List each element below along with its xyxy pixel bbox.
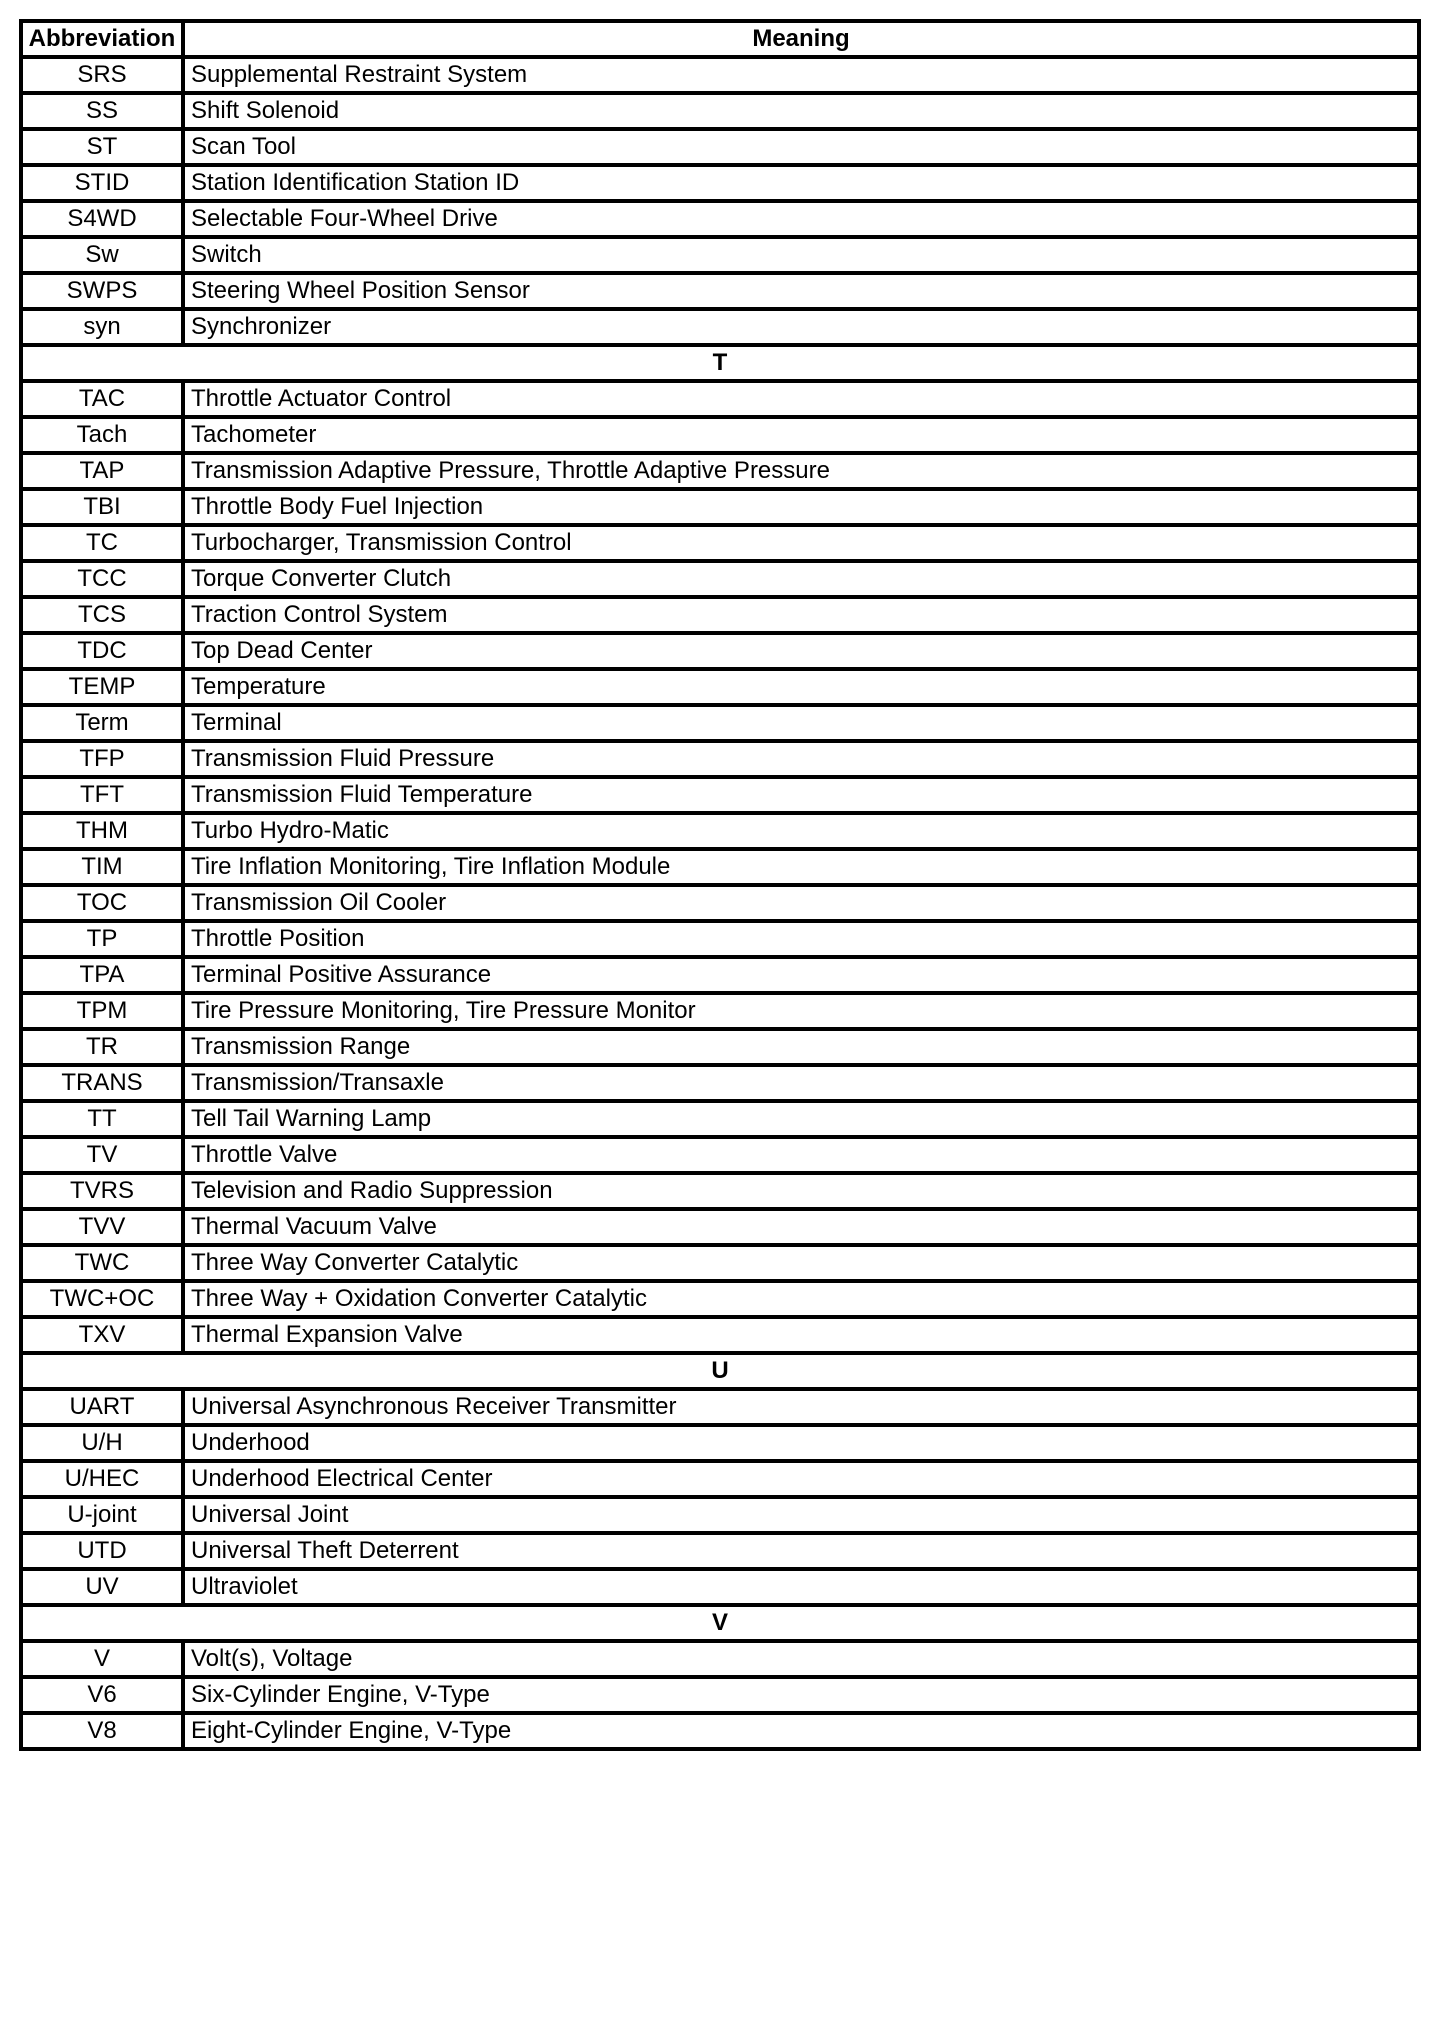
abbreviation-column-header: Abbreviation bbox=[21, 21, 183, 57]
table-row bbox=[21, 381, 1419, 417]
table-row bbox=[21, 525, 1419, 561]
meaning-cell: Transmission/Transaxle bbox=[183, 1065, 1419, 1101]
meaning-cell: Thermal Expansion Valve bbox=[183, 1317, 1419, 1353]
table-row bbox=[21, 1281, 1419, 1317]
abbreviation-cell: TVV bbox=[21, 1209, 183, 1245]
table-row bbox=[21, 1713, 1419, 1749]
abbreviation-cell: Term bbox=[21, 705, 183, 741]
meaning-cell: Underhood bbox=[183, 1425, 1419, 1461]
abbreviation-cell: TAP bbox=[21, 453, 183, 489]
table-row bbox=[21, 309, 1419, 345]
meaning-cell: Six-Cylinder Engine, V-Type bbox=[183, 1677, 1419, 1713]
abbreviation-cell: TRANS bbox=[21, 1065, 183, 1101]
meaning-cell: Transmission Range bbox=[183, 1029, 1419, 1065]
abbreviation-cell: TBI bbox=[21, 489, 183, 525]
abbreviation-cell: TFP bbox=[21, 741, 183, 777]
table-row bbox=[21, 1029, 1419, 1065]
meaning-cell: Top Dead Center bbox=[183, 633, 1419, 669]
abbreviation-cell: TCC bbox=[21, 561, 183, 597]
meaning-cell: Selectable Four-Wheel Drive bbox=[183, 201, 1419, 237]
table-row bbox=[21, 273, 1419, 309]
meaning-cell: Terminal Positive Assurance bbox=[183, 957, 1419, 993]
meaning-cell: Temperature bbox=[183, 669, 1419, 705]
header-row bbox=[21, 21, 1419, 57]
meaning-cell: Eight-Cylinder Engine, V-Type bbox=[183, 1713, 1419, 1749]
table-row bbox=[21, 957, 1419, 993]
abbreviation-cell: TIM bbox=[21, 849, 183, 885]
meaning-cell: Throttle Position bbox=[183, 921, 1419, 957]
table-row bbox=[21, 561, 1419, 597]
table-row bbox=[21, 165, 1419, 201]
meaning-cell: Station Identification Station ID bbox=[183, 165, 1419, 201]
abbreviation-cell: UART bbox=[21, 1389, 183, 1425]
abbreviation-cell: STID bbox=[21, 165, 183, 201]
table-row bbox=[21, 1677, 1419, 1713]
abbreviation-cell: V8 bbox=[21, 1713, 183, 1749]
table-row bbox=[21, 93, 1419, 129]
table-row bbox=[21, 1137, 1419, 1173]
meaning-cell: Universal Joint bbox=[183, 1497, 1419, 1533]
section-header-row bbox=[21, 345, 1419, 381]
meaning-cell: Underhood Electrical Center bbox=[183, 1461, 1419, 1497]
meaning-cell: Ultraviolet bbox=[183, 1569, 1419, 1605]
table-row bbox=[21, 741, 1419, 777]
table-row bbox=[21, 885, 1419, 921]
table-row bbox=[21, 201, 1419, 237]
meaning-cell: Switch bbox=[183, 237, 1419, 273]
meaning-cell: Transmission Adaptive Pressure, Throttle Adaptive Pressure bbox=[183, 453, 1419, 489]
table-row bbox=[21, 849, 1419, 885]
abbreviation-cell: UV bbox=[21, 1569, 183, 1605]
abbreviation-table bbox=[19, 19, 1421, 1751]
table-row bbox=[21, 669, 1419, 705]
meaning-cell: Throttle Valve bbox=[183, 1137, 1419, 1173]
abbreviation-cell: SS bbox=[21, 93, 183, 129]
table-row bbox=[21, 1497, 1419, 1533]
meaning-cell: Transmission Fluid Pressure bbox=[183, 741, 1419, 777]
meaning-cell: Torque Converter Clutch bbox=[183, 561, 1419, 597]
abbreviation-cell: V6 bbox=[21, 1677, 183, 1713]
table-row bbox=[21, 1389, 1419, 1425]
table-body bbox=[21, 57, 1419, 1749]
table-row bbox=[21, 129, 1419, 165]
abbreviation-cell: TP bbox=[21, 921, 183, 957]
table-row bbox=[21, 1209, 1419, 1245]
abbreviation-cell: Sw bbox=[21, 237, 183, 273]
meaning-cell: Universal Theft Deterrent bbox=[183, 1533, 1419, 1569]
abbreviation-cell: TV bbox=[21, 1137, 183, 1173]
meaning-cell: Turbo Hydro-Matic bbox=[183, 813, 1419, 849]
meaning-cell: Synchronizer bbox=[183, 309, 1419, 345]
abbreviation-cell: TR bbox=[21, 1029, 183, 1065]
table-row bbox=[21, 1425, 1419, 1461]
section-header-row bbox=[21, 1605, 1419, 1641]
abbreviation-cell: U/H bbox=[21, 1425, 183, 1461]
abbreviation-cell: UTD bbox=[21, 1533, 183, 1569]
table-row bbox=[21, 453, 1419, 489]
table-row bbox=[21, 1245, 1419, 1281]
meaning-cell: Transmission Fluid Temperature bbox=[183, 777, 1419, 813]
meaning-cell: Volt(s), Voltage bbox=[183, 1641, 1419, 1677]
table-row bbox=[21, 1065, 1419, 1101]
table-row bbox=[21, 777, 1419, 813]
abbreviation-cell: TFT bbox=[21, 777, 183, 813]
meaning-cell: Throttle Actuator Control bbox=[183, 381, 1419, 417]
section-header-row bbox=[21, 1353, 1419, 1389]
section-letter: T bbox=[21, 345, 1419, 381]
abbreviation-cell: TWC bbox=[21, 1245, 183, 1281]
section-letter: U bbox=[21, 1353, 1419, 1389]
meaning-cell: Scan Tool bbox=[183, 129, 1419, 165]
abbreviation-cell: V bbox=[21, 1641, 183, 1677]
table-row bbox=[21, 1101, 1419, 1137]
table-row bbox=[21, 813, 1419, 849]
abbreviation-cell: TC bbox=[21, 525, 183, 561]
meaning-cell: Tire Inflation Monitoring, Tire Inflation Module bbox=[183, 849, 1419, 885]
table-row bbox=[21, 597, 1419, 633]
table-row bbox=[21, 1569, 1419, 1605]
table-row bbox=[21, 1173, 1419, 1209]
meaning-cell: Transmission Oil Cooler bbox=[183, 885, 1419, 921]
table-row bbox=[21, 489, 1419, 525]
meaning-cell: Supplemental Restraint System bbox=[183, 57, 1419, 93]
meaning-column-header: Meaning bbox=[183, 21, 1419, 57]
table-row bbox=[21, 57, 1419, 93]
abbreviation-cell: U-joint bbox=[21, 1497, 183, 1533]
meaning-cell: Three Way + Oxidation Converter Catalytic bbox=[183, 1281, 1419, 1317]
table-row bbox=[21, 921, 1419, 957]
meaning-cell: Tire Pressure Monitoring, Tire Pressure Monitor bbox=[183, 993, 1419, 1029]
abbreviation-cell: TPM bbox=[21, 993, 183, 1029]
abbreviation-cell: TOC bbox=[21, 885, 183, 921]
abbreviation-cell: TCS bbox=[21, 597, 183, 633]
table-row bbox=[21, 417, 1419, 453]
abbreviation-cell: U/HEC bbox=[21, 1461, 183, 1497]
abbreviation-cell: TDC bbox=[21, 633, 183, 669]
meaning-cell: Throttle Body Fuel Injection bbox=[183, 489, 1419, 525]
meaning-cell: Turbocharger, Transmission Control bbox=[183, 525, 1419, 561]
meaning-cell: Steering Wheel Position Sensor bbox=[183, 273, 1419, 309]
abbreviation-cell: THM bbox=[21, 813, 183, 849]
meaning-cell: Shift Solenoid bbox=[183, 93, 1419, 129]
table-row bbox=[21, 1317, 1419, 1353]
abbreviation-cell: TT bbox=[21, 1101, 183, 1137]
table-row bbox=[21, 993, 1419, 1029]
abbreviation-cell: SRS bbox=[21, 57, 183, 93]
abbreviation-cell: Tach bbox=[21, 417, 183, 453]
abbreviation-cell: TPA bbox=[21, 957, 183, 993]
meaning-cell: Three Way Converter Catalytic bbox=[183, 1245, 1419, 1281]
table-row bbox=[21, 1461, 1419, 1497]
abbreviation-cell: ST bbox=[21, 129, 183, 165]
meaning-cell: Television and Radio Suppression bbox=[183, 1173, 1419, 1209]
table-row bbox=[21, 1641, 1419, 1677]
abbreviation-cell: S4WD bbox=[21, 201, 183, 237]
abbreviation-cell: SWPS bbox=[21, 273, 183, 309]
abbreviation-cell: syn bbox=[21, 309, 183, 345]
abbreviation-cell: TVRS bbox=[21, 1173, 183, 1209]
meaning-cell: Tell Tail Warning Lamp bbox=[183, 1101, 1419, 1137]
table-row bbox=[21, 705, 1419, 741]
abbreviation-cell: TXV bbox=[21, 1317, 183, 1353]
table-row bbox=[21, 237, 1419, 273]
abbreviation-cell: TEMP bbox=[21, 669, 183, 705]
abbreviation-cell: TAC bbox=[21, 381, 183, 417]
meaning-cell: Traction Control System bbox=[183, 597, 1419, 633]
table-row bbox=[21, 1533, 1419, 1569]
abbreviation-cell: TWC+OC bbox=[21, 1281, 183, 1317]
table-row bbox=[21, 633, 1419, 669]
meaning-cell: Universal Asynchronous Receiver Transmitter bbox=[183, 1389, 1419, 1425]
meaning-cell: Tachometer bbox=[183, 417, 1419, 453]
meaning-cell: Thermal Vacuum Valve bbox=[183, 1209, 1419, 1245]
meaning-cell: Terminal bbox=[183, 705, 1419, 741]
section-letter: V bbox=[21, 1605, 1419, 1641]
